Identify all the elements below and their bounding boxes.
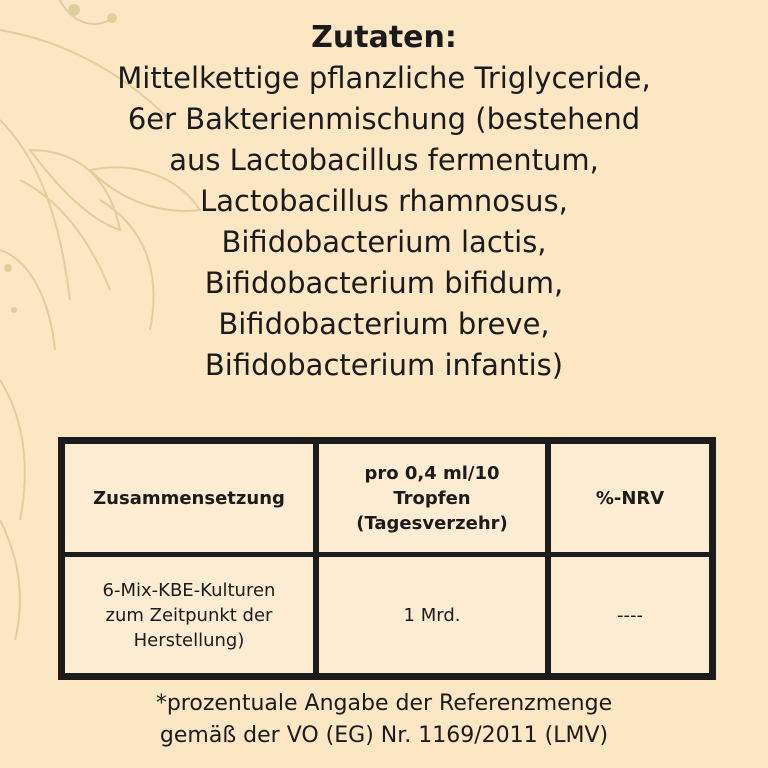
header-nrv [551, 444, 709, 552]
cell-text: ---- [617, 604, 643, 626]
nutrition-table [58, 437, 716, 680]
header-text: Zusammensetzung [93, 487, 285, 509]
cell-nrv [551, 557, 709, 673]
ingredients-title: Zutaten: [311, 20, 457, 55]
ingredients-line: Lactobacillus rhamnosus, [200, 184, 568, 218]
ingredients-line: Bifidobacterium bifidum, [204, 266, 564, 300]
ingredients-line: Mittelkettige pflanzliche Triglyceride, [117, 61, 651, 95]
cell-composition [65, 557, 313, 673]
header-text: Tropfen [393, 487, 471, 509]
footnote-line: gemäß der VO (EG) Nr. 1169/2011 (LMV) [159, 723, 609, 748]
footnote [0, 688, 768, 752]
header-text: (Tagesverzehr) [356, 512, 508, 534]
cell-text: 6-Mix-KBE-Kulturen [102, 579, 276, 601]
ingredients-text [0, 58, 768, 386]
table-row [65, 557, 709, 673]
ingredients-line: Bifidobacterium breve, [218, 307, 550, 341]
table-header-row [65, 444, 709, 552]
cell-text: zum Zeitpunkt der [105, 604, 273, 626]
cell-text: Herstellung) [133, 629, 245, 651]
ingredients-line: Bifidobacterium infantis) [204, 348, 564, 382]
footnote-line: *prozentuale Angabe der Referenzmenge [155, 691, 613, 716]
header-per-dose [319, 444, 545, 552]
header-text: pro 0,4 ml/10 [364, 462, 500, 484]
ingredients-line: aus Lactobacillus fermentum, [169, 143, 599, 177]
ingredients-line: Bifidobacterium lactis, [221, 225, 547, 259]
cell-text: 1 Mrd. [403, 604, 461, 626]
ingredients-section [0, 18, 768, 386]
cell-per-dose [319, 557, 545, 673]
ingredients-line: 6er Bakterienmischung (bestehend [127, 102, 641, 136]
header-composition [65, 444, 313, 552]
header-text: %-NRV [595, 487, 665, 509]
